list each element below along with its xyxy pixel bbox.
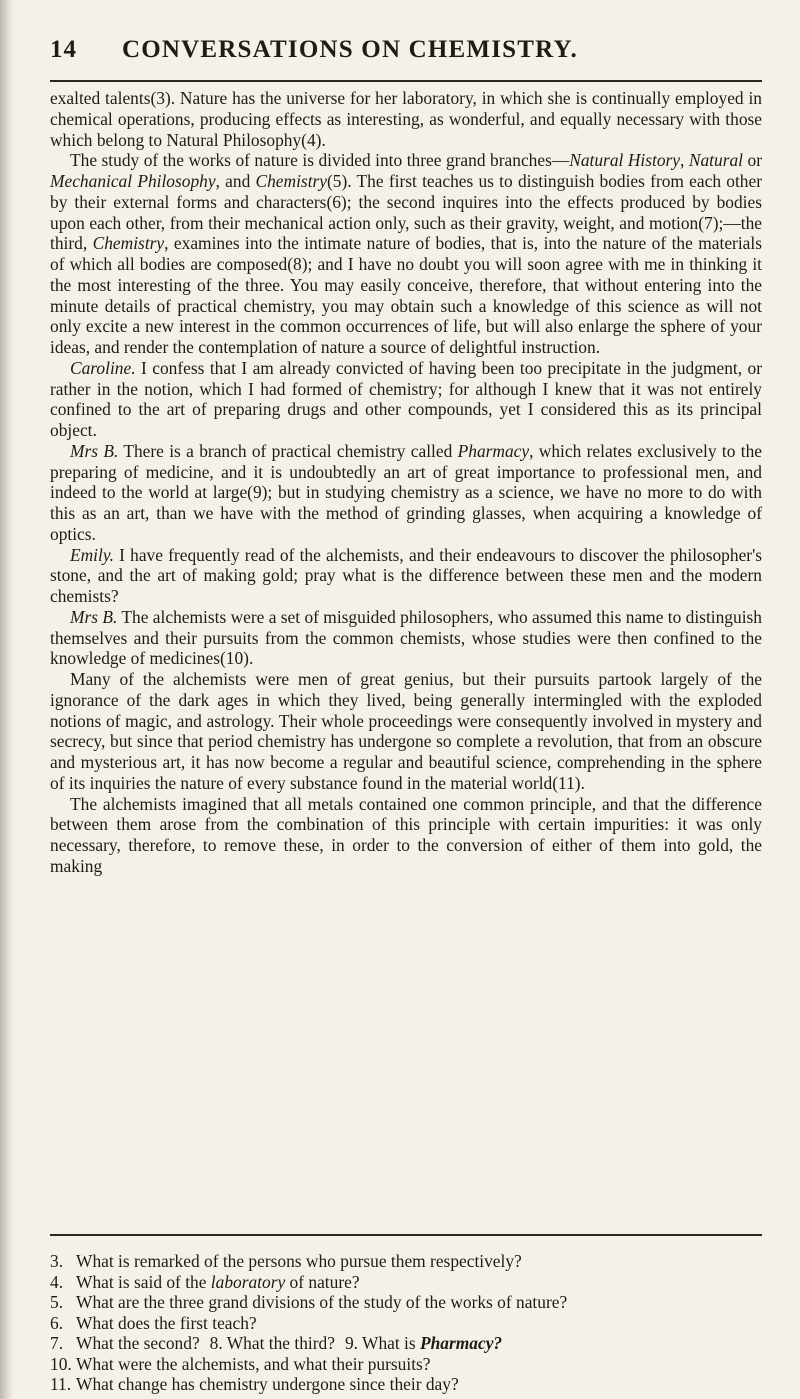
term-mechanical-philosophy: Mechanical Philosophy — [50, 171, 216, 191]
running-title: CONVERSATIONS ON CHEMISTRY. — [122, 36, 578, 63]
paragraph-1: exalted talents(3). Nature has the universe for her laboratory, in which she is continually employed in chemical operations, producing effects as interesting, as wonderful, and equally necessary with those which belong to Natural Philosophy(4). — [50, 88, 762, 150]
study-questions — [50, 1251, 762, 1395]
paragraph-many-alchemists: Many of the alchemists were men of great genius, but their pursuits partook largely of the ignorance of the dark ages in which they lived, being generally intermingled with the exploded notions of magic, and astrology. Their whole proceedings were consequently involved in mystery and secrecy, but since that period chemistry has undergone so complete a revolution, that from an obscure and mysterious art, it has now become a regular and beautiful science, comprehending in the sphere of its inquiries the nature of every substance found in the material world(11). — [50, 669, 762, 793]
question-4: 4. What is said of the laboratory of nature? — [50, 1271, 360, 1292]
binding-shadow — [0, 0, 14, 1399]
speaker-caroline: Caroline. — [70, 357, 136, 378]
paragraph-mrs-b-pharmacy: Mrs B. There is a branch of practical chemistry called Pharmacy, which relates exclusively to the preparing of medicine, and it is undoubtedly an art of great importance to professional men, and indeed to the world at large(9); but in studying chemistry as a science, we have no more to do with this as an art, than we have with the method of grinding glasses, when acquiring a knowledge of optics. — [50, 440, 762, 544]
question-3: 3. What is remarked of the persons who pursue them respectively? — [50, 1251, 522, 1271]
paragraph-mrs-b-alchemists: Mrs B. The alchemists were a set of misguided philosophers, who assumed this name to distinguish themselves and their pursuits from the common chemists, whose studies were then confined to the knowledge of medicines(10). — [50, 606, 762, 669]
header-rule — [50, 80, 762, 82]
term-chemistry: Chemistry — [255, 171, 328, 191]
term-natural: Natural — [688, 150, 744, 171]
body-text — [50, 88, 762, 877]
question-10: 10. What were the alchemists, and what their pursuits? — [50, 1353, 431, 1374]
questions-7-9: 7. What the second? 8. What the third? 9. What is Pharmacy? — [50, 1333, 503, 1353]
question-11: 11. What change has chemistry undergone since their day? — [50, 1374, 459, 1394]
paragraph-2: The study of the works of nature is divided into three grand branches—Natural History, Natural or Mechanical Philosophy, and Chemistry(5). The first teaches us to distinguish bodies from each other by their external forms and characters(6); the second inquires into the effects produced by bodies upon each other, from their mechanical action only, such as their gravity, weight, and motion(7);—the third, Chemistry, examines into the intimate nature of bodies, that is, into the nature of the materials of which all bodies are composed(8); and I have no doubt you will soon agree with me in thinking it the most interesting of the three. You may easily conceive, therefore, that without entering into the minute details of practical chemistry, you may obtain such a knowledge of this science as will not only excite a new interest in the common occurrences of life, but will also enlarge the sphere of your ideas, and render the contemplation of nature a source of delightful instruction. — [50, 150, 763, 357]
question-6: 6. What does the first teach? — [50, 1312, 257, 1333]
speaker-mrs-b-2: Mrs B. — [70, 606, 118, 627]
term-chemistry-2: Chemistry — [92, 233, 165, 254]
speaker-emily: Emily. — [70, 544, 114, 565]
speaker-mrs-b: Mrs B. — [70, 440, 119, 461]
footnote-rule — [50, 1234, 762, 1236]
paragraph-caroline: Caroline. I confess that I am already convicted of having been too precipitate in the judgment, or rather in the notion, which I had formed of chemistry; for although I knew that it was not entirely confined to the art of preparing drugs and other compounds, yet I considered this as its principal object. — [50, 357, 762, 440]
term-natural-history: Natural History — [569, 150, 681, 171]
term-pharmacy: Pharmacy — [457, 440, 530, 461]
question-5: 5. What are the three grand divisions of the study of the works of nature? — [50, 1292, 568, 1312]
paragraph-emily: Emily. I have frequently read of the alchemists, and their endeavours to discover the philosopher's stone, and the art of making gold; pray what is the difference between these men and the modern chemists? — [50, 544, 762, 606]
page-header — [50, 36, 762, 76]
paragraph-metals: The alchemists imagined that all metals contained one common principle, and that the difference between them arose from the combination of this principle with certain impurities: it was only necessary, therefore, to remove these, in order to the conversion of either of them into gold, the making — [50, 793, 762, 876]
page-number: 14 — [50, 36, 77, 63]
